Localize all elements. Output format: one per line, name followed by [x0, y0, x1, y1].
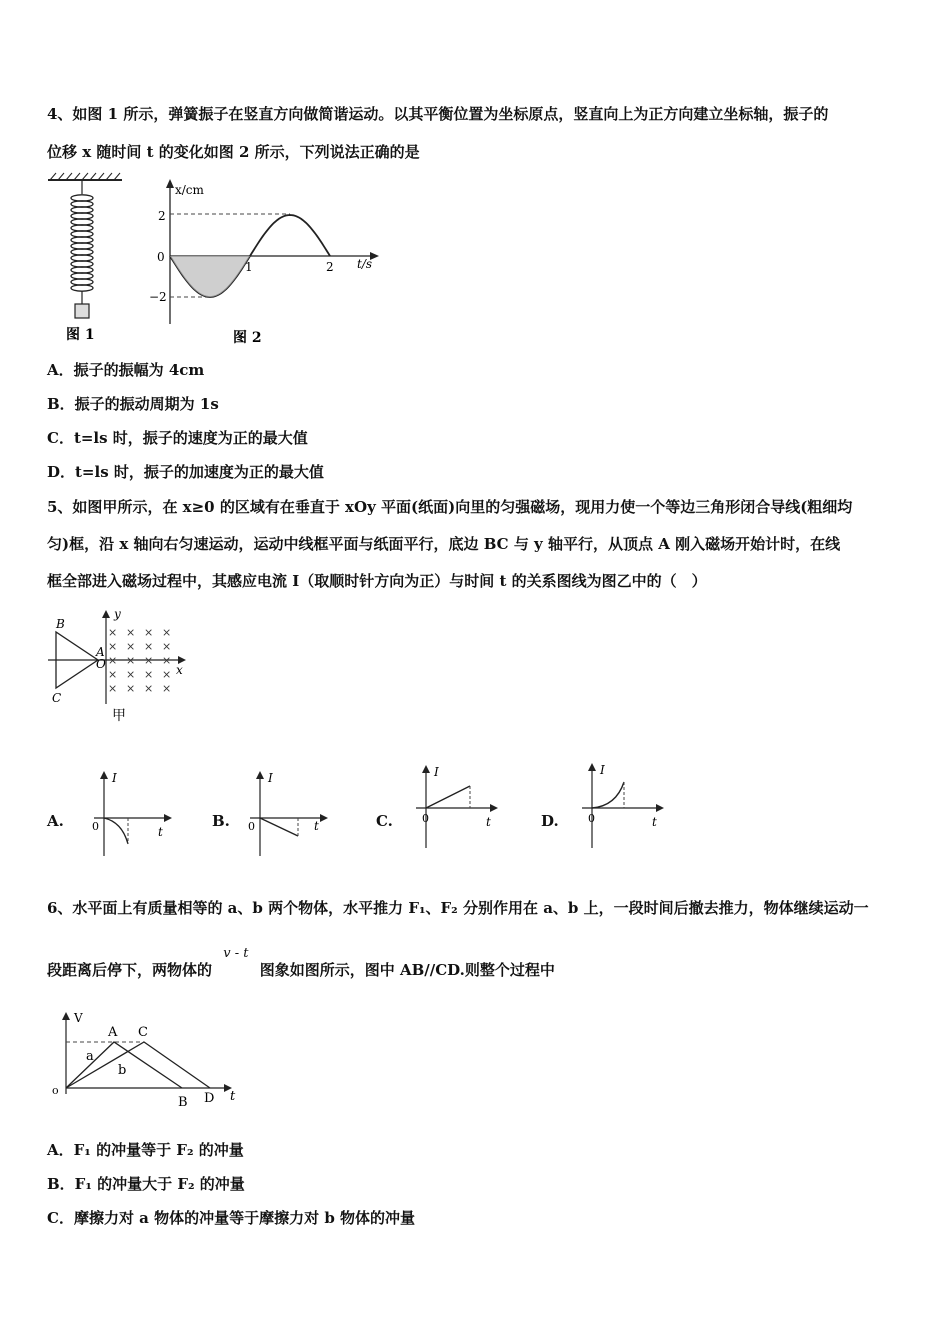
q4-figure2-xt-graph	[145, 176, 390, 346]
svg-text:×: ×	[126, 682, 136, 695]
tick-neg2: −2	[149, 290, 167, 304]
svg-text:×: ×	[144, 682, 154, 695]
svg-text:0: 0	[422, 812, 429, 825]
svg-text:I: I	[434, 765, 439, 779]
label-c: C	[52, 691, 62, 705]
svg-text:I: I	[112, 771, 117, 785]
svg-text:0: 0	[248, 820, 255, 833]
svg-text:×: ×	[144, 668, 154, 681]
line-a-label: a	[86, 1049, 94, 1064]
svg-text:t: t	[486, 815, 491, 829]
x-axis-label: t/s	[357, 257, 373, 271]
svg-text:×: ×	[162, 640, 172, 653]
line-b-label: b	[118, 1063, 127, 1078]
svg-text:×: ×	[144, 640, 154, 653]
q5-option-c-graph[interactable]	[410, 762, 505, 852]
q6-option-b[interactable]: B．F₁ 的冲量大于 F₂ 的冲量	[47, 1175, 245, 1193]
svg-text:×: ×	[162, 682, 172, 695]
svg-text:I: I	[600, 763, 605, 777]
svg-text:×: ×	[126, 626, 136, 639]
q6-option-c[interactable]: C．摩擦力对 a 物体的冲量等于摩擦力对 b 物体的冲量	[47, 1209, 416, 1227]
q5-text-line1: 5、如图甲所示，在 x≥0 的区域有在垂直于 xOy 平面(纸面)向里的匀强磁场，现用力使一个等边三角形闭合导线(粗细均	[47, 498, 853, 516]
point-a-label: A	[108, 1025, 118, 1040]
svg-text:I: I	[268, 771, 273, 785]
svg-text:×: ×	[108, 654, 118, 667]
svg-text:×: ×	[144, 654, 154, 667]
q5-text-line2: 匀)框，沿 x 轴向右匀速运动，运动中线框平面与纸面平行，底边 BC 与 y 轴平行，从顶点 A 刚入磁场开始计时，在线	[47, 535, 841, 553]
t-axis-label: t	[230, 1089, 236, 1104]
label-b: B	[56, 617, 65, 631]
q6-line2-pre: 段距离后停下，两物体的	[47, 961, 213, 979]
svg-text:×: ×	[162, 668, 172, 681]
q5-option-a-graph[interactable]	[88, 768, 178, 860]
svg-text:0: 0	[588, 812, 595, 825]
fig1-caption: 图 1	[66, 327, 95, 343]
svg-text:×: ×	[126, 640, 136, 653]
q6-text-line1: 6、水平面上有质量相等的 a、b 两个物体，水平推力 F₁、F₂ 分别作用在 a、b 上，一段时间后撤去推力，物体继续运动一	[47, 899, 869, 917]
svg-text:×: ×	[126, 654, 136, 667]
point-d-label: D	[204, 1091, 215, 1106]
y-axis-label: x/cm	[175, 183, 204, 197]
q6-text-line2	[47, 946, 555, 980]
q4-option-d[interactable]: D．t=ls 时，振子的加速度为正的最大值	[47, 463, 324, 481]
hatched-area	[170, 256, 250, 297]
q6-vt-graph	[48, 1008, 248, 1114]
q4-option-a[interactable]: A．振子的振幅为 4cm	[47, 361, 205, 379]
q6-line2-post: 图象如图所示，图中 AB//CD.则整个过程中	[259, 961, 555, 979]
q5-option-b-label[interactable]: B.	[212, 812, 230, 830]
q4-text-line2: 位移 x 随时间 t 的变化如图 2 所示，下列说法正确的是	[47, 143, 420, 161]
q5-option-a-label[interactable]: A.	[47, 812, 64, 830]
point-c-label: C	[138, 1025, 148, 1040]
q4-text-line1: 4、如图 1 所示，弹簧振子在竖直方向做简谐运动。以其平衡位置为坐标原点，竖直向上为正方向建立坐标轴，振子的	[47, 105, 829, 123]
fig2-caption: 图 2	[233, 330, 262, 346]
q4-figure1-spring	[40, 172, 135, 347]
q5-option-d-graph[interactable]	[576, 760, 671, 852]
svg-text:×: ×	[108, 668, 118, 681]
svg-text:×: ×	[108, 626, 118, 639]
curve	[104, 818, 128, 844]
curve	[426, 786, 470, 808]
svg-text:×: ×	[126, 668, 136, 681]
spring-coil	[71, 195, 93, 291]
svg-text:t: t	[652, 815, 657, 829]
tick-2: 2	[158, 209, 166, 223]
point-b-label: B	[178, 1095, 188, 1110]
svg-text:×: ×	[108, 640, 118, 653]
oscillator-mass	[75, 304, 89, 318]
q5-option-c-label[interactable]: C.	[376, 812, 393, 830]
tick-t2: 2	[326, 260, 334, 274]
origin-label: o	[52, 1084, 59, 1097]
q5-option-d-label[interactable]: D.	[541, 812, 559, 830]
tick-0: 0	[157, 250, 165, 264]
label-a: A	[96, 645, 105, 659]
svg-text:×: ×	[162, 626, 172, 639]
svg-text:0: 0	[92, 820, 99, 833]
label-o: O	[96, 657, 106, 671]
q5-option-b-graph[interactable]	[244, 768, 334, 860]
q5-text-line3: 框全部进入磁场过程中，其感应电流 I（取顺时针方向为正）与时间 t 的关系图线为图乙中的（ ）	[47, 572, 707, 590]
q6-option-a[interactable]: A．F₁ 的冲量等于 F₂ 的冲量	[47, 1141, 244, 1159]
q4-option-c[interactable]: C．t=ls 时，振子的速度为正的最大值	[47, 429, 308, 447]
svg-text:t: t	[158, 825, 163, 839]
svg-text:×: ×	[108, 682, 118, 695]
svg-text:×: ×	[162, 654, 172, 667]
label-y: y	[114, 607, 121, 621]
curve	[592, 782, 624, 808]
q6-vt-notation: v - t	[223, 946, 249, 961]
label-x: x	[176, 663, 183, 677]
svg-text:×: ×	[144, 626, 154, 639]
v-axis-label: V	[74, 1011, 83, 1025]
svg-text:t: t	[314, 819, 319, 833]
tick-t1: 1	[245, 260, 253, 274]
q5-figure-jia	[40, 604, 200, 724]
q4-option-b[interactable]: B．振子的振动周期为 1s	[47, 395, 219, 413]
curve	[260, 818, 298, 836]
fig-jia-caption: 甲	[112, 708, 126, 724]
